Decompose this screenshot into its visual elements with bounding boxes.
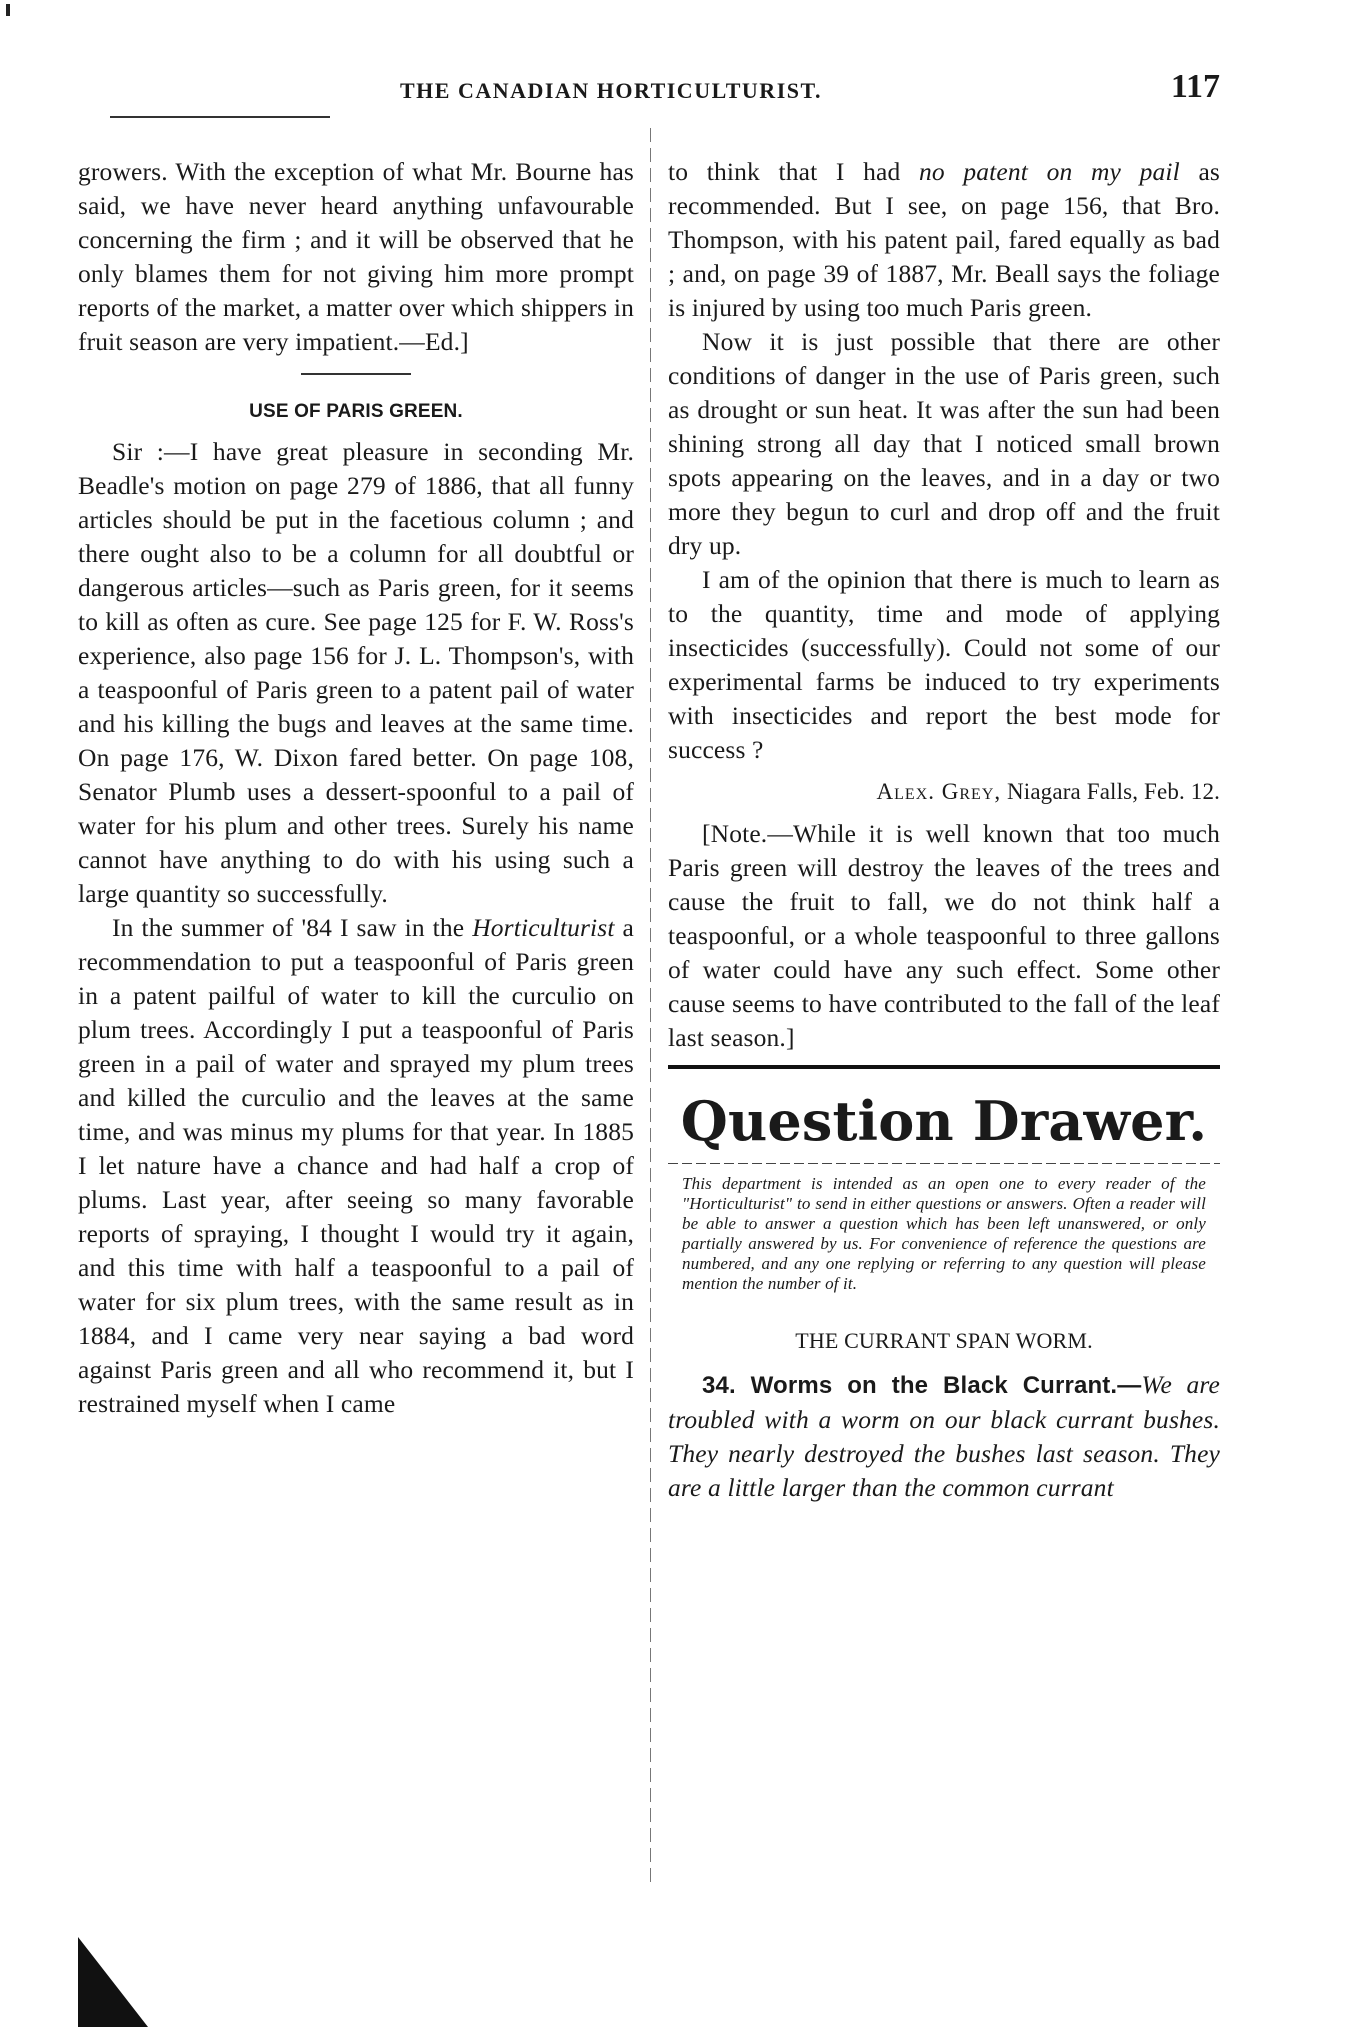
signature-name: Alex. Grey, (876, 779, 1002, 804)
left-column (78, 155, 634, 1421)
running-title: THE CANADIAN HORTICULTURIST. (400, 78, 823, 103)
section-rule (301, 373, 411, 375)
signature-place: Niagara Falls, Feb. 12. (1001, 779, 1220, 804)
question-label: 34. Worms on the Black Currant.— (702, 1372, 1142, 1399)
subsection-title: THE CURRANT SPAN WORM. (795, 1328, 1093, 1353)
letter-continuation (668, 155, 1220, 325)
letter-paragraph-1: Sir :—I have great pleasure in seconding Mr. Beadle's motion on page 279 of 1886, that all funny articles should be put in the facetious column ; and there ought also to be a column for all doubtful or dangerous articles—such as Paris green, for it seems to kill as often as cure. See page 125 for F. W. Ross's experience, also page 156 for J. L. Thompson's, with a teaspoonful of Paris green to a patent pail of water and his killing the bugs and leaves at the same time. On page 176, W. Dixon fared better. On page 108, Senator Plumb uses a dessert-spoonful to a pail of water for his plum and other trees. Surely his name cannot have anything to do with his using such a large quantity so successfully. (78, 437, 634, 908)
page-number: 117 (1170, 68, 1220, 105)
department-thin-rule (668, 1163, 1220, 1164)
no-patent-phrase: no patent on my pail (918, 157, 1180, 186)
page-edge-shadow (78, 1937, 148, 2027)
page-header (110, 68, 1220, 112)
letter-paragraph-4: I am of the opinion that there is much to learn as to the quantity, time and mode of applying insecticides (successfully). Could not some of our experimental farms be induced to try experiments with insecticides and report the best mode for success ? (668, 565, 1220, 764)
paragraph-2-rest: a recommendation to put a teaspoonful of Paris green in a patent pailful of water to kill the curculio on plum trees. Accordingly I put a teaspoonful of Paris green in a pail of water and sprayed my plum trees and killed the curculio and the leaves at the same time, and was minus my plums for that year. In 1885 I let nature have a chance and had half a crop of plums. Last year, after seeing so many favorable reports of spraying, I thought I would try it again, and this time with half a teaspoonful to a pail of water for six plum trees, with the same result as in 1884, and I came very near saying a bad word against Paris green and all who recommend it, but I restrained myself when I came (78, 913, 634, 1418)
department-title: Question Drawer. (680, 1089, 1208, 1153)
letter-paragraph-3: Now it is just possible that there are other conditions of danger in the use of Paris green, such as drought or sun heat. It was after the sun had been shining strong all day that I noticed small brown spots appearing on the leaves, and in a day or two more they begun to curl and drop off and the fruit dry up. (668, 327, 1220, 560)
right-column (668, 155, 1220, 1505)
question-34 (668, 1368, 1220, 1505)
letter-paragraph-2 (78, 911, 634, 1421)
column-divider (650, 128, 651, 1888)
paragraph-2-start: In the summer of '84 I saw in the (112, 913, 473, 942)
department-rule (668, 1065, 1220, 1069)
section-title: USE OF PARIS GREEN. (249, 401, 463, 422)
question-text: We are troubled with a worm on our black currant bushes. They nearly destroyed the bushes last season. They are a little larger than the common currant (668, 1370, 1220, 1502)
editor-note-continuation: growers. With the exception of what Mr. Bourne has said, we have never heard anything unfavourable concerning the firm ; and it will be observed that he only blames them for not giving him more prompt reports of the market, a matter over which shippers in fruit season are very impatient.—Ed.] (78, 157, 634, 356)
editor-note: [Note.—While it is well known that too much Paris green will destroy the leaves of the trees and cause the fruit to fall, we do not think half a teaspoonful, or a whole teaspoonful to three gallons of water could have any such effect. Some other cause seems to have contributed to the fall of the leaf last season.] (668, 819, 1220, 1052)
horticulturist-title: Horticulturist (472, 913, 615, 942)
print-speck (6, 4, 10, 16)
continuation-rest: as recommended. But I see, on page 156, that Bro. Thompson, with his patent pail, fared equally as bad ; and, on page 39 of 1887, Mr. Beall says the foliage is injured by using too much Paris green. (668, 157, 1221, 322)
header-rule (110, 116, 330, 118)
continuation-start: to think that I had (668, 157, 919, 186)
department-note: This department is intended as an open one to every reader of the "Horticulturist" to send in either questions or answers. Often a reader will be able to answer a question which has been left unanswered, or only partially answered by us. For convenience of reference the questions are numbered, and any one replying or referring to any question will please mention the number of it. (682, 1174, 1206, 1293)
letter-signature (668, 775, 1220, 809)
